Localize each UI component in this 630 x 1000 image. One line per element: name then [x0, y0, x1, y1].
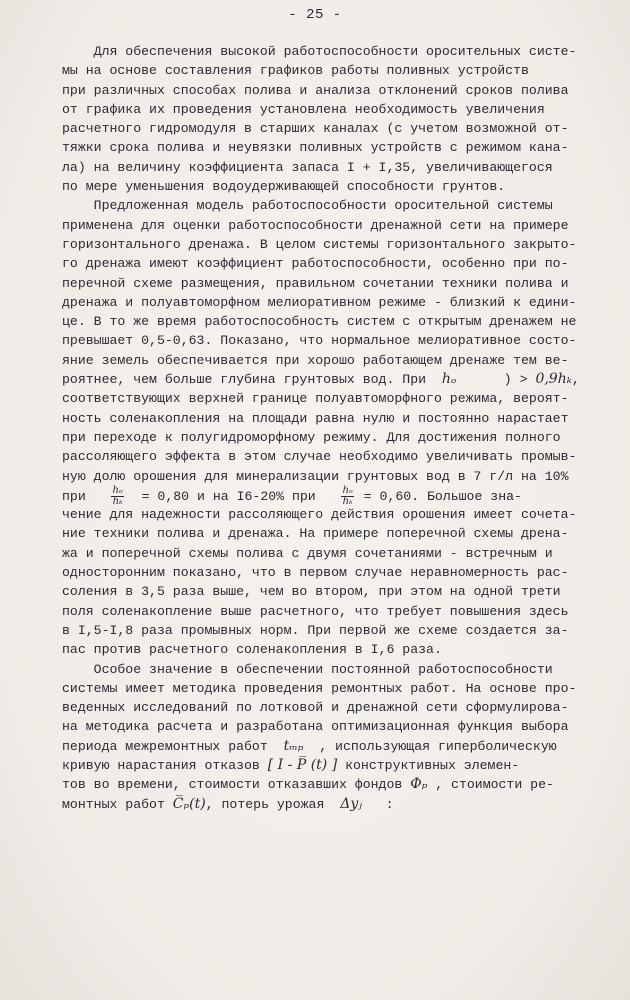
text-segment: при переходе к полугидроморфному режиму. Для достижения полного: [62, 429, 561, 445]
text-line: [62, 467, 592, 486]
fraction-denominator: hₖ: [112, 495, 123, 507]
text-line: [62, 138, 592, 157]
math-symbol: tₘₚ: [283, 737, 304, 754]
text-line: [62, 100, 592, 119]
text-segment: = 0,80 и на I6-20% при: [125, 488, 340, 504]
text-line: [62, 795, 592, 814]
text-segment: тяжки срока полива и неувязки поливных устройств с режимом кана-: [62, 140, 569, 156]
text-segment: :: [361, 796, 394, 812]
fraction-numerator: hₒ: [112, 484, 123, 496]
fraction-denominator: hₖ: [342, 495, 353, 507]
text-line: [62, 775, 592, 794]
text-segment: кривую нарастания отказов: [62, 757, 268, 773]
text-segment: го дренажа имеют коэффициент работоспособности, особенно при по-: [62, 256, 569, 272]
text-segment: перечной схеме размещения, правильном сочетании техники полива и: [62, 275, 569, 291]
text-segment: , стоимости ре-: [427, 777, 554, 793]
text-segment: периода межремонтных работ: [62, 738, 284, 754]
math-symbol: C̅ₚ(t): [172, 795, 206, 812]
page-number: - 25 -: [288, 7, 342, 23]
text-line: [62, 660, 592, 679]
text-line: [62, 505, 592, 524]
text-line: [62, 351, 592, 370]
text-line: [62, 698, 592, 717]
math-symbol: [ I - P̅ (t) ]: [267, 756, 338, 773]
math-fraction: [341, 486, 353, 507]
text-line: [62, 119, 592, 138]
text-segment: по мере уменьшения водоудерживающей способности грунтов.: [62, 179, 506, 195]
text-line: [62, 61, 592, 80]
text-segment: , потерь урожая: [205, 796, 341, 812]
text-segment: , использующая гиперболическую: [303, 738, 557, 754]
text-line: [62, 370, 592, 389]
text-segment: ) >: [456, 372, 536, 388]
text-line: [62, 235, 592, 254]
text-segment: поля соленакопление выше расчетного, что требует повышения здесь: [62, 603, 569, 619]
text-line: [62, 486, 592, 505]
text-segment: соления в 3,5 раза выше, чем во втором, при этом на одной трети: [62, 584, 561, 600]
math-symbol: Φₚ: [410, 776, 428, 793]
text-segment: чение для надежности рассоляющего действия орошения имеет сочета-: [62, 507, 577, 523]
text-line: [62, 756, 592, 775]
text-segment: мы на основе составления графиков работы поливных устройств: [62, 63, 529, 79]
text-segment: ность соленакопления на площади равна нулю и постоянно нарастает: [62, 410, 569, 426]
text-segment: системы имеет методика проведения ремонтных работ. На основе про-: [62, 680, 577, 696]
text-segment: соответствующих верхней границе полуавтоморфного режима, вероят-: [62, 391, 569, 407]
text-segment: конструктивных элемен-: [337, 757, 520, 773]
text-segment: применена для оценки работоспособности дренажной сети на примере: [62, 217, 569, 233]
text-segment: монтных работ: [62, 796, 173, 812]
text-segment: ,: [571, 372, 580, 388]
text-line: [62, 640, 592, 659]
text-segment: Для обеспечения высокой работоспособности оросительных систе-: [62, 44, 577, 59]
math-symbol: Δyⱼ: [340, 795, 362, 812]
text-line: [62, 196, 592, 215]
text-line: [62, 177, 592, 196]
text-segment: ние техники полива и дренажа. На примере поперечной схемы дрена-: [62, 526, 569, 542]
text-line: [62, 737, 592, 756]
text-line: [62, 331, 592, 350]
document-body: [62, 42, 592, 814]
text-line: [62, 582, 592, 601]
text-segment: це. В то же время работоспособность систем с открытым дренажем не: [62, 314, 577, 330]
text-segment: пас против расчетного соленакопления в I,6 раза.: [62, 642, 442, 658]
text-segment: при различных способах полива и анализа отклонений сроков полива: [62, 82, 569, 98]
text-line: [62, 254, 592, 273]
math-fraction: [111, 486, 123, 507]
math-symbol: hₒ: [441, 371, 457, 388]
text-line: [62, 81, 592, 100]
text-line: [62, 563, 592, 582]
text-segment: при: [62, 488, 110, 504]
text-segment: веденных исследований по лотковой и дренажной сети сформулирова-: [62, 700, 569, 716]
text-segment: ную долю орошения для минерализации грунтовых вод в 7 г/л на 10%: [62, 468, 569, 484]
text-segment: ла) на величину коэффициента запаса I + I,35, увеличивающегося: [62, 159, 553, 175]
text-line: [62, 312, 592, 331]
text-segment: в I,5-I,8 раза промывных норм. При первой же схеме создается за-: [62, 622, 569, 638]
text-line: [62, 409, 592, 428]
math-symbol: 0,9hₖ: [535, 371, 572, 388]
text-segment: жа и поперечной схемы полива с двумя сочетаниями - встречным и: [62, 545, 553, 561]
text-segment: Особое значение в обеспечении постоянной работоспособности: [62, 661, 553, 677]
text-segment: = 0,60. Большое зна-: [355, 488, 522, 504]
text-line: [62, 602, 592, 621]
text-line: [62, 389, 592, 408]
text-line: [62, 428, 592, 447]
text-line: [62, 524, 592, 543]
text-segment: яние земель обеспечивается при хорошо работающем дренаже тем ве-: [62, 352, 569, 368]
text-segment: от графика их проведения установлена необходимость увеличения: [62, 101, 545, 117]
fraction-numerator: hₒ: [342, 484, 353, 496]
text-segment: тов во времени, стоимости отказавших фондов: [62, 777, 411, 793]
text-segment: превышает 0,5-0,63. Показано, что нормальное мелиоративное состо-: [62, 333, 577, 349]
text-segment: на методика расчета и разработана оптимизационная функция выбора: [62, 719, 569, 735]
text-segment: расчетного гидромодуля в старших каналах (с учетом возможной от-: [62, 121, 569, 137]
text-line: [62, 621, 592, 640]
text-segment: дренажа и полуавтоморфном мелиоративном режиме - близкий к едини-: [62, 294, 577, 310]
text-segment: Предложенная модель работоспособности оросительной системы: [62, 198, 553, 214]
text-line: [62, 679, 592, 698]
text-line: [62, 544, 592, 563]
text-line: [62, 274, 592, 293]
text-segment: рассоляющего эффекта в этом случае необходимо увеличивать промыв-: [62, 449, 577, 465]
text-line: [62, 158, 592, 177]
text-segment: роятнее, чем больше глубина грунтовых вод. При: [62, 372, 442, 388]
text-segment: односторонним показано, что в первом случае неравномерность рас-: [62, 565, 569, 581]
text-line: [62, 216, 592, 235]
text-segment: горизонтального дренажа. В целом системы горизонтального закрыто-: [62, 236, 577, 252]
text-line: [62, 42, 592, 61]
text-line: [62, 717, 592, 736]
text-line: [62, 293, 592, 312]
text-line: [62, 447, 592, 466]
